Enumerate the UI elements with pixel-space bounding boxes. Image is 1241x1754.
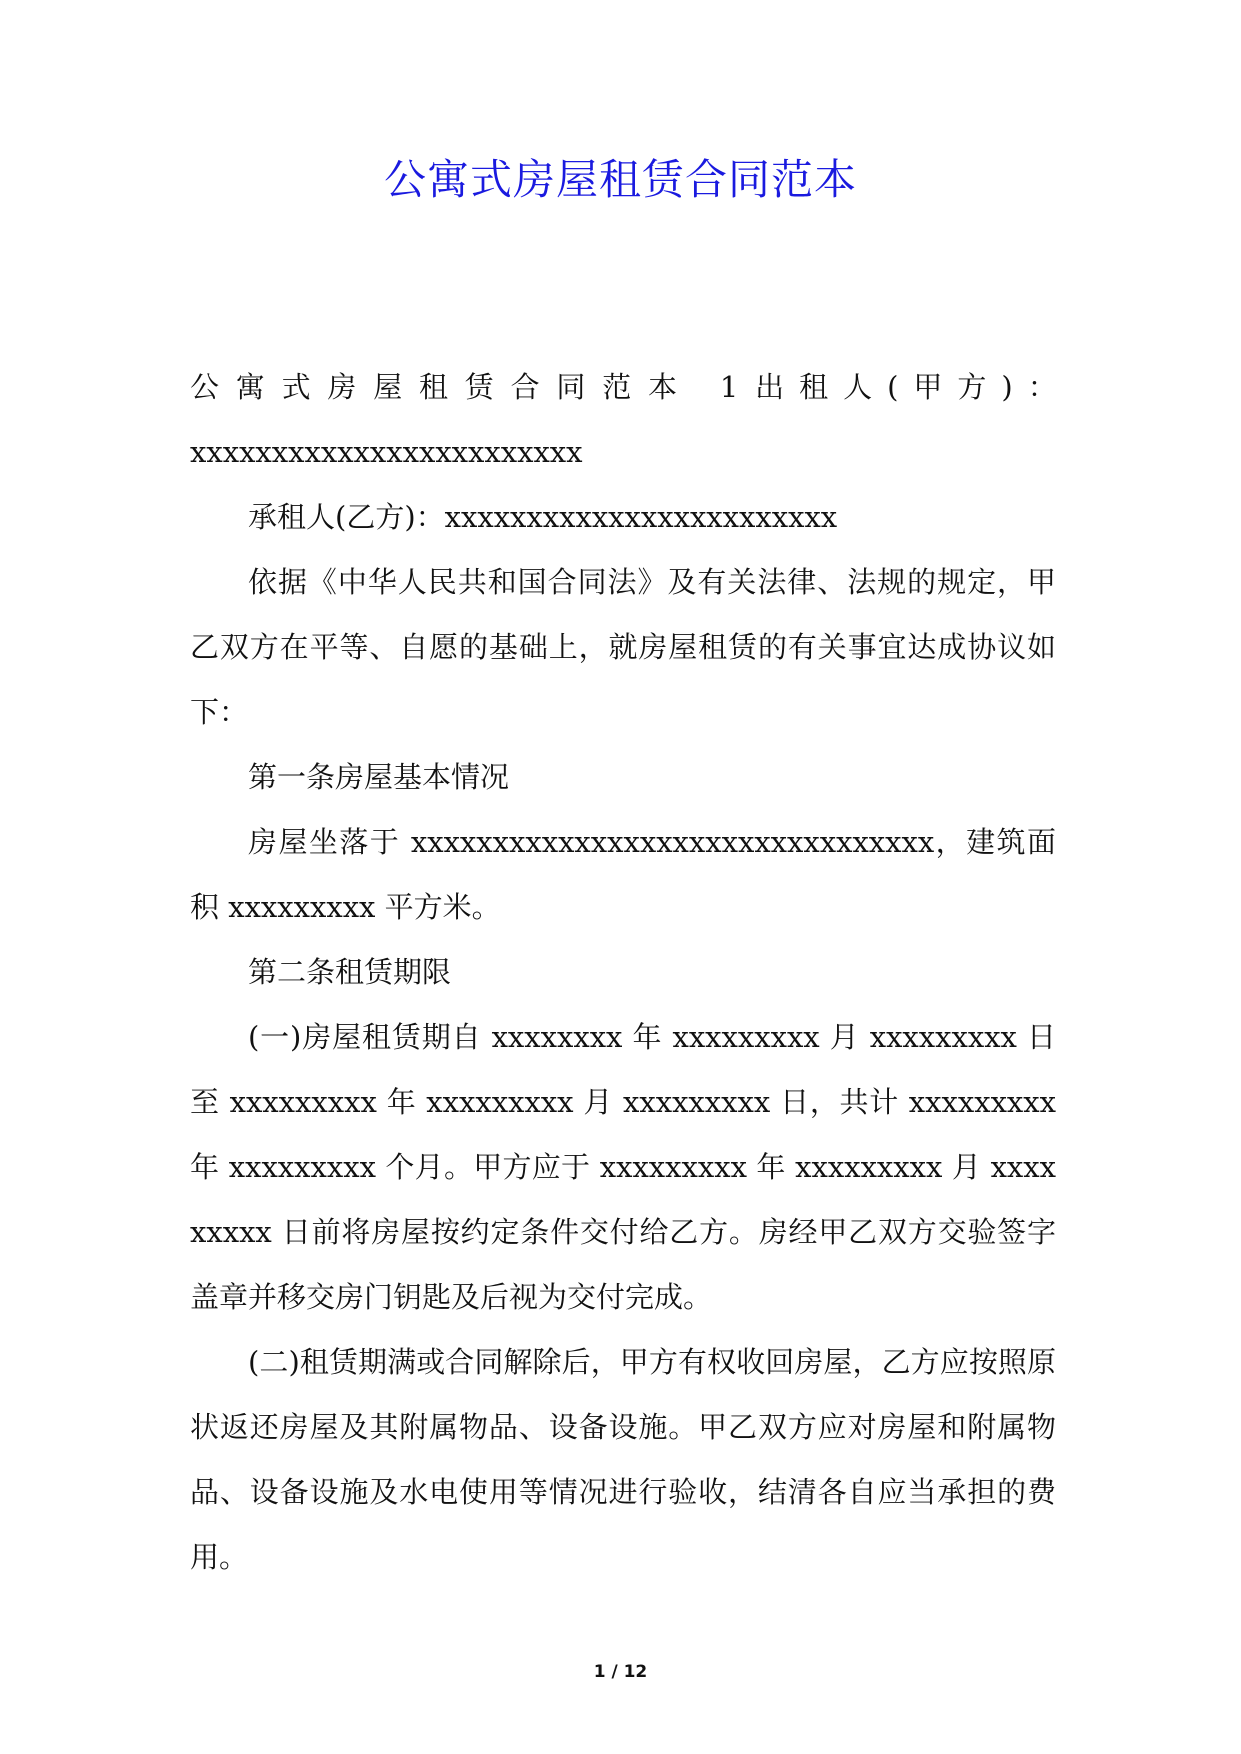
article-1-heading: 第一条房屋基本情况	[248, 760, 510, 794]
page-number: 1 / 12	[593, 1662, 648, 1682]
document-body	[190, 355, 1072, 1590]
lessee-line: 承租人(乙方)：xxxxxxxxxxxxxxxxxxxxxxxx	[248, 500, 838, 534]
article-2-heading: 第二条租赁期限	[248, 955, 452, 989]
preamble-paragraph: 依据《中华人民共和国合同法》及有关法律、法规的规定，甲乙双方在平等、自愿的基础上，就房屋租赁的有关事宜达成协议如下：	[190, 565, 1056, 729]
lessor-value: xxxxxxxxxxxxxxxxxxxxxxxx	[190, 435, 583, 469]
contract-subtitle: 公寓式房屋租赁合同范本 1	[190, 370, 756, 404]
document-title: 公寓式房屋租赁合同范本	[383, 155, 857, 204]
lessor-label: 出租人(甲方)：	[755, 370, 1072, 404]
article-2-clause-2: (二)租赁期满或合同解除后，甲方有权收回房屋，乙方应按照原状返还房屋及其附属物品、设备设施。甲乙双方应对房屋和附属物品、设备设施及水电使用等情况进行验收，结清各自应当承担的费用。	[190, 1345, 1056, 1574]
article-2-clause-1: (一)房屋租赁期自 xxxxxxxx 年 xxxxxxxxx 月 xxxxxxxxx 日至 xxxxxxxxx 年 xxxxxxxxx 月 xxxxxxxxx 日，共计 xxxxxxxxx 年 xxxxxxxxx 个月。甲方应于 xxxxxxxxx 年 xxxxxxxxx 月 xxxxxxxxx 日前将房屋按约定条件交付给乙方。房经甲乙双方交验签字盖章并移交房门钥匙及后视为交付完成。	[190, 1020, 1056, 1314]
article-1-paragraph: 房屋坐落于 xxxxxxxxxxxxxxxxxxxxxxxxxxxxxxxx，建筑面积 xxxxxxxxx 平方米。	[190, 825, 1056, 924]
heading-line	[190, 355, 1072, 420]
